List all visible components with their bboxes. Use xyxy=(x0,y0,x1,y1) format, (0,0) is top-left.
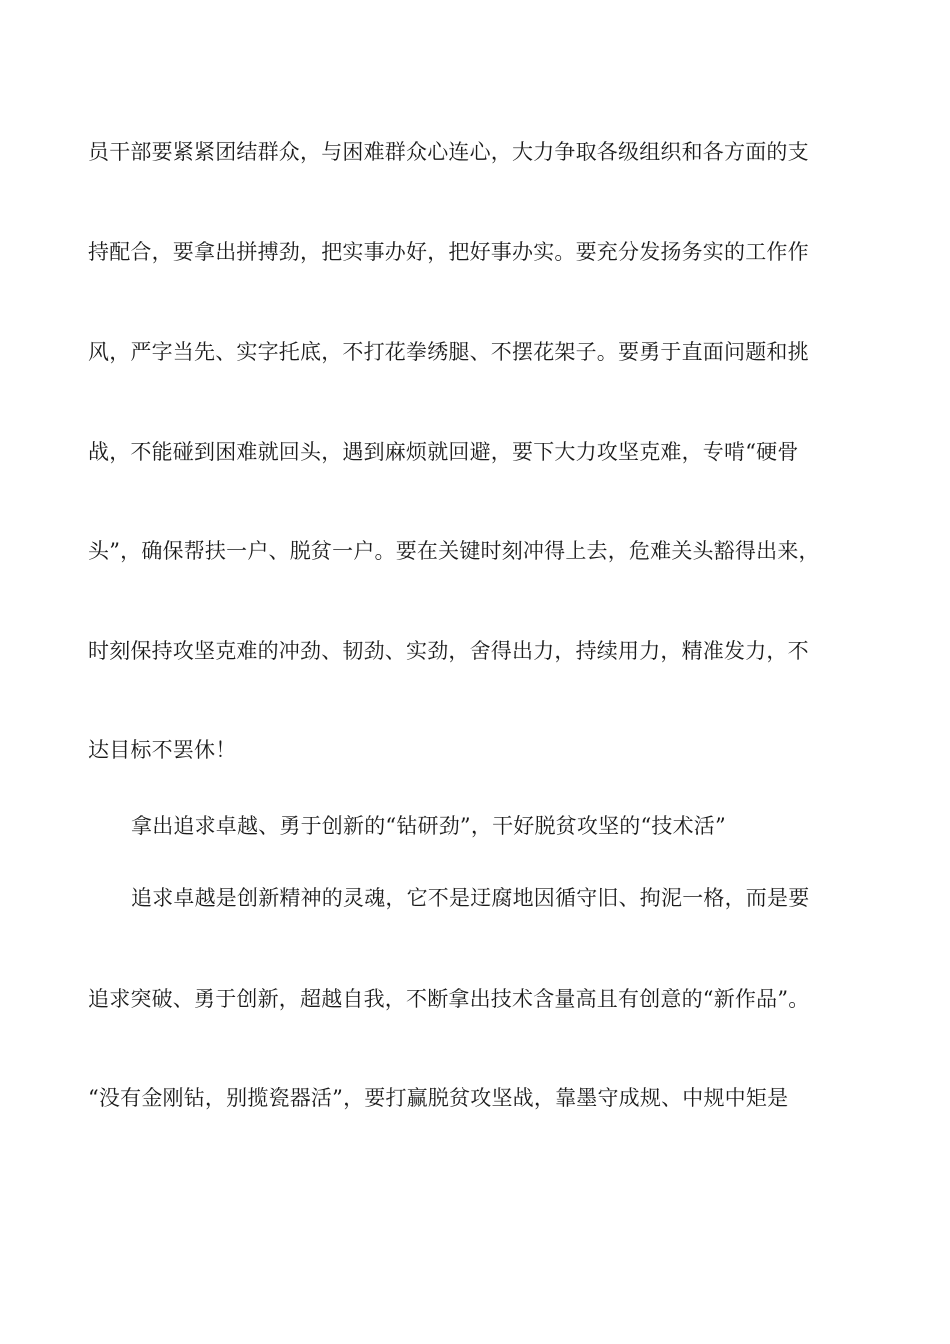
paragraph-line: 持配合，要拿出拼搏劲，把实事办好，把好事办实。要充分发扬务实的工作作 xyxy=(88,240,809,264)
paragraph-line: 达目标不罢休！ xyxy=(88,738,237,762)
paragraph-line: “没有金刚钻，别揽瓷器活”，要打赢脱贫攻坚战，靠墨守成规、中规中矩是 xyxy=(88,1086,789,1110)
paragraph-line: 员干部要紧紧团结群众，与困难群众心连心，大力争取各级组织和各方面的支 xyxy=(88,140,809,164)
paragraph-line: 追求突破、勇于创新，超越自我，不断拿出技术含量高且有创意的“新作品”。 xyxy=(88,987,810,1011)
paragraph-line: 风，严字当先、实字托底，不打花拳绣腿、不摆花架子。要勇于直面问题和挑 xyxy=(88,340,809,364)
paragraph-line: 时刻保持攻坚克难的冲劲、韧劲、实劲，舍得出力，持续用力，精准发力，不 xyxy=(88,639,809,663)
paragraph-line: 头”，确保帮扶一户、脱贫一户。要在关键时刻冲得上去，危难关头豁得出来， xyxy=(88,539,820,563)
section-heading: 拿出追求卓越、勇于创新的“钻研劲”，干好脱贫攻坚的“技术活” xyxy=(131,814,726,838)
paragraph-line: 战，不能碰到困难就回头，遇到麻烦就回避，要下大力攻坚克难，专啃“硬骨 xyxy=(88,440,799,464)
paragraph-line: 追求卓越是创新精神的灵魂，它不是迂腐地因循守旧、拘泥一格，而是要 xyxy=(131,886,810,910)
